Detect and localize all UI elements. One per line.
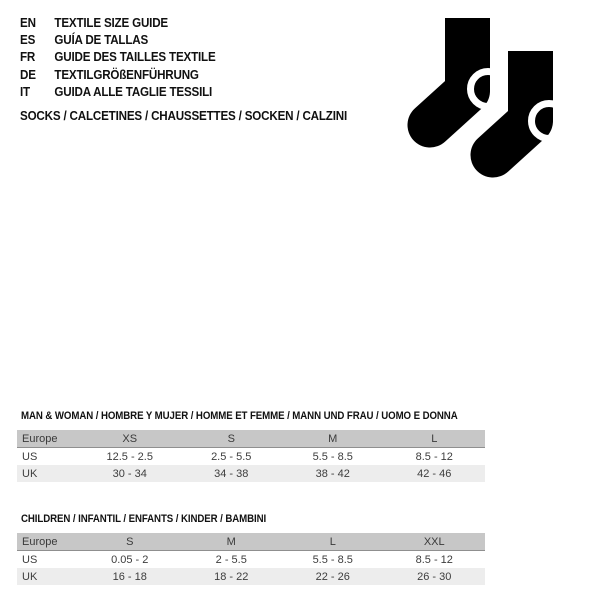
column-header-region: Europe [17, 533, 79, 551]
column-header-size: M [181, 533, 283, 551]
size-value: 8.5 - 12 [415, 553, 453, 566]
language-code: FR [20, 50, 36, 65]
language-label: GUIDA ALLE TAGLIE TESSILI [54, 84, 213, 99]
adult-size-table-section [17, 410, 485, 482]
category-title: SOCKS / CALCETINES / CHAUSSETTES / SOCKEN / CALZINI [20, 109, 348, 123]
size-value: 16 - 18 [112, 570, 147, 583]
region-label: UK [22, 467, 38, 480]
column-header-size: S [79, 533, 181, 551]
language-list [20, 14, 216, 100]
column-header-region: Europe [17, 430, 79, 448]
column-header-size: XS [79, 430, 181, 448]
region-label: UK [22, 570, 38, 583]
adult-size-table [17, 430, 485, 482]
language-row-es [20, 31, 216, 48]
size-value: 26 - 30 [417, 570, 452, 583]
size-value: 30 - 34 [112, 467, 147, 480]
language-label: TEXTILGRÖßENFÜHRUNG [54, 67, 199, 82]
region-label: US [22, 450, 38, 463]
table-row-us [17, 448, 485, 466]
size-value: 8.5 - 12 [415, 450, 453, 463]
column-header-size: M [282, 430, 384, 448]
adult-table-header-row [17, 430, 485, 448]
table-row-us [17, 551, 485, 569]
size-value: 34 - 38 [214, 467, 249, 480]
language-label: GUIDE DES TAILLES TEXTILE [54, 50, 216, 65]
adult-table-title: MAN & WOMAN / HOMBRE Y MUJER / HOMME ET FEMME / MANN UND FRAU / UOMO E DONNA [21, 410, 458, 422]
language-label: TEXTILE SIZE GUIDE [54, 15, 168, 30]
children-table-title: CHILDREN / INFANTIL / ENFANTS / KINDER / BAMBINI [21, 513, 267, 525]
region-label: US [22, 553, 38, 566]
size-value: 5.5 - 8.5 [312, 450, 353, 463]
column-header-size: L [384, 430, 486, 448]
size-value: 5.5 - 8.5 [312, 553, 353, 566]
size-value: 18 - 22 [214, 570, 249, 583]
table-row-uk [17, 568, 485, 585]
language-code: EN [20, 15, 36, 30]
language-row-en [20, 14, 216, 31]
language-label: GUÍA DE TALLAS [54, 32, 149, 47]
language-row-it [20, 83, 216, 100]
socks-icon [400, 8, 580, 188]
size-value: 12.5 - 2.5 [106, 450, 153, 463]
table-row-uk [17, 465, 485, 482]
children-size-table-section [17, 513, 485, 585]
language-code: IT [20, 84, 30, 99]
size-value: 2.5 - 5.5 [211, 450, 252, 463]
language-code: ES [20, 32, 36, 47]
size-value: 38 - 42 [315, 467, 350, 480]
column-header-size: S [181, 430, 283, 448]
size-value: 2 - 5.5 [215, 553, 247, 566]
children-table-header-row [17, 533, 485, 551]
size-value: 42 - 46 [417, 467, 452, 480]
column-header-size: XXL [384, 533, 486, 551]
language-code: DE [20, 67, 36, 82]
size-value: 0.05 - 2 [111, 553, 149, 566]
size-value: 22 - 26 [315, 570, 350, 583]
language-row-de [20, 66, 216, 83]
socks-icon-svg [400, 8, 580, 188]
language-row-fr [20, 49, 216, 66]
column-header-size: L [282, 533, 384, 551]
children-size-table [17, 533, 485, 585]
